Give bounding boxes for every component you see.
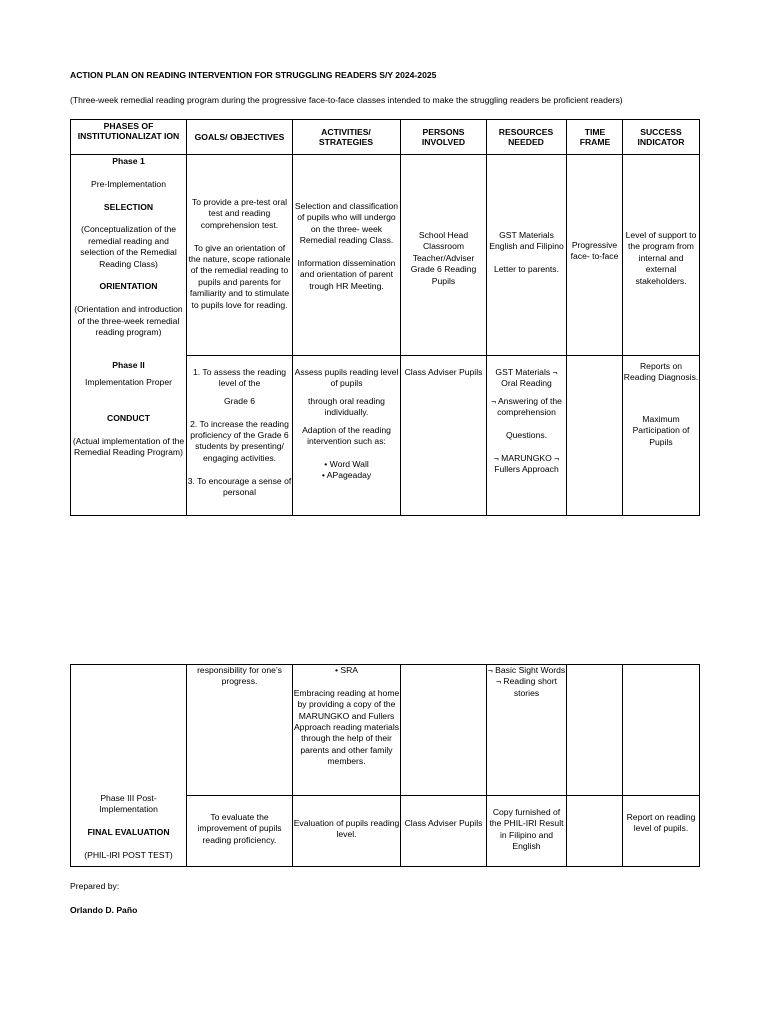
phase1-activity1: Selection and classification of pupils who will undergo on the three- week Remedial reading Class. — [294, 201, 399, 246]
phase1-label: Phase 1 — [112, 156, 145, 166]
document-subtitle: (Three-week remedial reading program during the progressive face-to-face classes intended to make the struggling readers be proficient readers) — [70, 95, 623, 105]
header-goals: GOALS/ OBJECTIVES — [194, 132, 285, 142]
phase1-resources2: Letter to parents. — [494, 264, 559, 275]
preparer-name: Orlando D. Paño — [70, 905, 138, 915]
phase1-selection: SELECTION — [103, 201, 154, 212]
phase1-preimpl: Pre-Implementation — [91, 178, 166, 189]
phase3-final-desc: (PHIL-IRI POST TEST) — [84, 850, 173, 860]
cont-activity2: Embracing reading at home by providing a copy of the MARUNGKO and Fullers Approach reading materials through the help of their parents and other family members. — [293, 687, 400, 767]
header-phases: PHASES OF INSTITUTIONALIZAT ION — [77, 121, 180, 142]
header-resources: RESOURCES NEEDED — [498, 127, 554, 148]
phase1-time: Progressive face- to-face — [570, 240, 619, 262]
phase3-activity: Evaluation of pupils reading level. — [293, 818, 400, 840]
phase1-orientation: ORIENTATION — [99, 281, 158, 292]
phase1-cell — [71, 156, 186, 338]
phase2-goal1: 1. To assess the reading level of the — [193, 367, 286, 389]
phase2-activity2: through oral reading individually. — [308, 395, 385, 418]
header-success: SUCCESS INDICATOR — [637, 127, 685, 148]
phase3-label: Phase III Post-Implementation — [99, 793, 158, 815]
phase2-resources3: Questions. — [505, 430, 548, 441]
cont-resources: ¬ Basic Sight Words ¬ Reading short stories — [487, 665, 566, 698]
phase2-activity1: Assess pupils reading level of pupils — [294, 367, 399, 389]
header-activities: ACTIVITIES/ STRATEGIES — [318, 127, 374, 148]
phase2-goal2: 2. To increase the reading proficiency of the Grade 6 students by presenting/ engaging activities. — [190, 418, 289, 463]
phase2-activity3: Adaption of the reading intervention such as: — [302, 424, 391, 447]
prepared-by-label: Prepared by: — [70, 881, 120, 891]
phase1-activities — [293, 201, 400, 292]
document-title: ACTION PLAN ON READING INTERVENTION FOR STRUGGLING READERS S/Y 2024-2025 — [70, 70, 437, 80]
header-persons: PERSONS INVOLVED — [421, 127, 466, 148]
phase2-impl: Implementation Proper — [85, 377, 172, 388]
cont-goal: responsibility for one’s progress. — [197, 665, 282, 687]
phase3-persons: Class Adviser Pupils — [404, 818, 483, 828]
phase1-resources1: GST Materials English and Filipino — [489, 230, 564, 252]
phase2-cell — [71, 360, 186, 458]
cont-activity1: • SRA — [334, 665, 359, 675]
phase2-persons: Class Adviser Pupils — [404, 367, 483, 377]
phase1-resources — [487, 230, 566, 276]
phase2-success1: Reports on Reading Diagnosis. — [623, 361, 699, 383]
phase3-goal: To evaluate the improvement of pupils reading proficiency. — [197, 812, 282, 845]
phase2-goal3: 3. To encourage a sense of personal — [187, 475, 292, 498]
phase1-persons: School Head Classroom Teacher/Adviser Grade 6 Reading Pupils — [410, 230, 477, 286]
phase2-activity5: • APageaday — [321, 470, 372, 481]
phase2-goal1b: Grade 6 — [223, 395, 256, 406]
phase1-goals — [187, 197, 292, 311]
phase3-resources: Copy furnished of the PHIL-IRI Result in Filipino and English — [489, 807, 564, 852]
phase2-conduct-desc: (Actual implementation of the Remedial Reading Program) — [72, 435, 185, 458]
phase2-activities — [293, 367, 400, 482]
phase3-success: Report on reading level of pupils. — [626, 812, 696, 834]
phase1-activity2: Information dissemination and orientation of parent trough HR Meeting. — [297, 258, 396, 291]
phase2-conduct: CONDUCT — [107, 412, 150, 423]
phase1-orientation-desc: (Orientation and introduction of the three-week remedial reading program) — [74, 304, 183, 338]
phase1-goal1: To provide a pre-test oral test and reading comprehension test. — [191, 197, 288, 230]
phase2-activity4: • Word Wall — [324, 458, 369, 469]
cont-activities — [293, 665, 400, 768]
phase2-resources — [487, 367, 566, 476]
phase2-label: Phase II — [112, 360, 145, 370]
phase3-cell — [71, 793, 186, 861]
header-time: TIME FRAME — [579, 127, 611, 148]
phase2-success2: Maximum Participation of Pupils — [632, 413, 690, 447]
phase1-selection-desc: (Conceptualization of the remedial reading and selection of the Remedial Reading Class) — [80, 224, 177, 269]
phase2-goals — [187, 367, 292, 498]
phase2-success — [623, 361, 699, 448]
phase2-resources4: ¬ MARUNGKO ¬ Fullers Approach — [493, 452, 560, 475]
phase2-resources1: GST Materials ¬ Oral Reading — [495, 367, 558, 389]
phase1-success: Level of support to the program from internal and external stakeholders. — [625, 230, 697, 286]
phase2-resources2: ¬ Answering of the comprehension — [491, 395, 562, 418]
phase3-final: FINAL EVALUATION — [87, 827, 170, 838]
phase1-goal2: To give an orientation of the nature, scope rationale of the remedial reading to pupils and parents for familiarity and to stimulate to pupils love for reading. — [188, 242, 291, 310]
